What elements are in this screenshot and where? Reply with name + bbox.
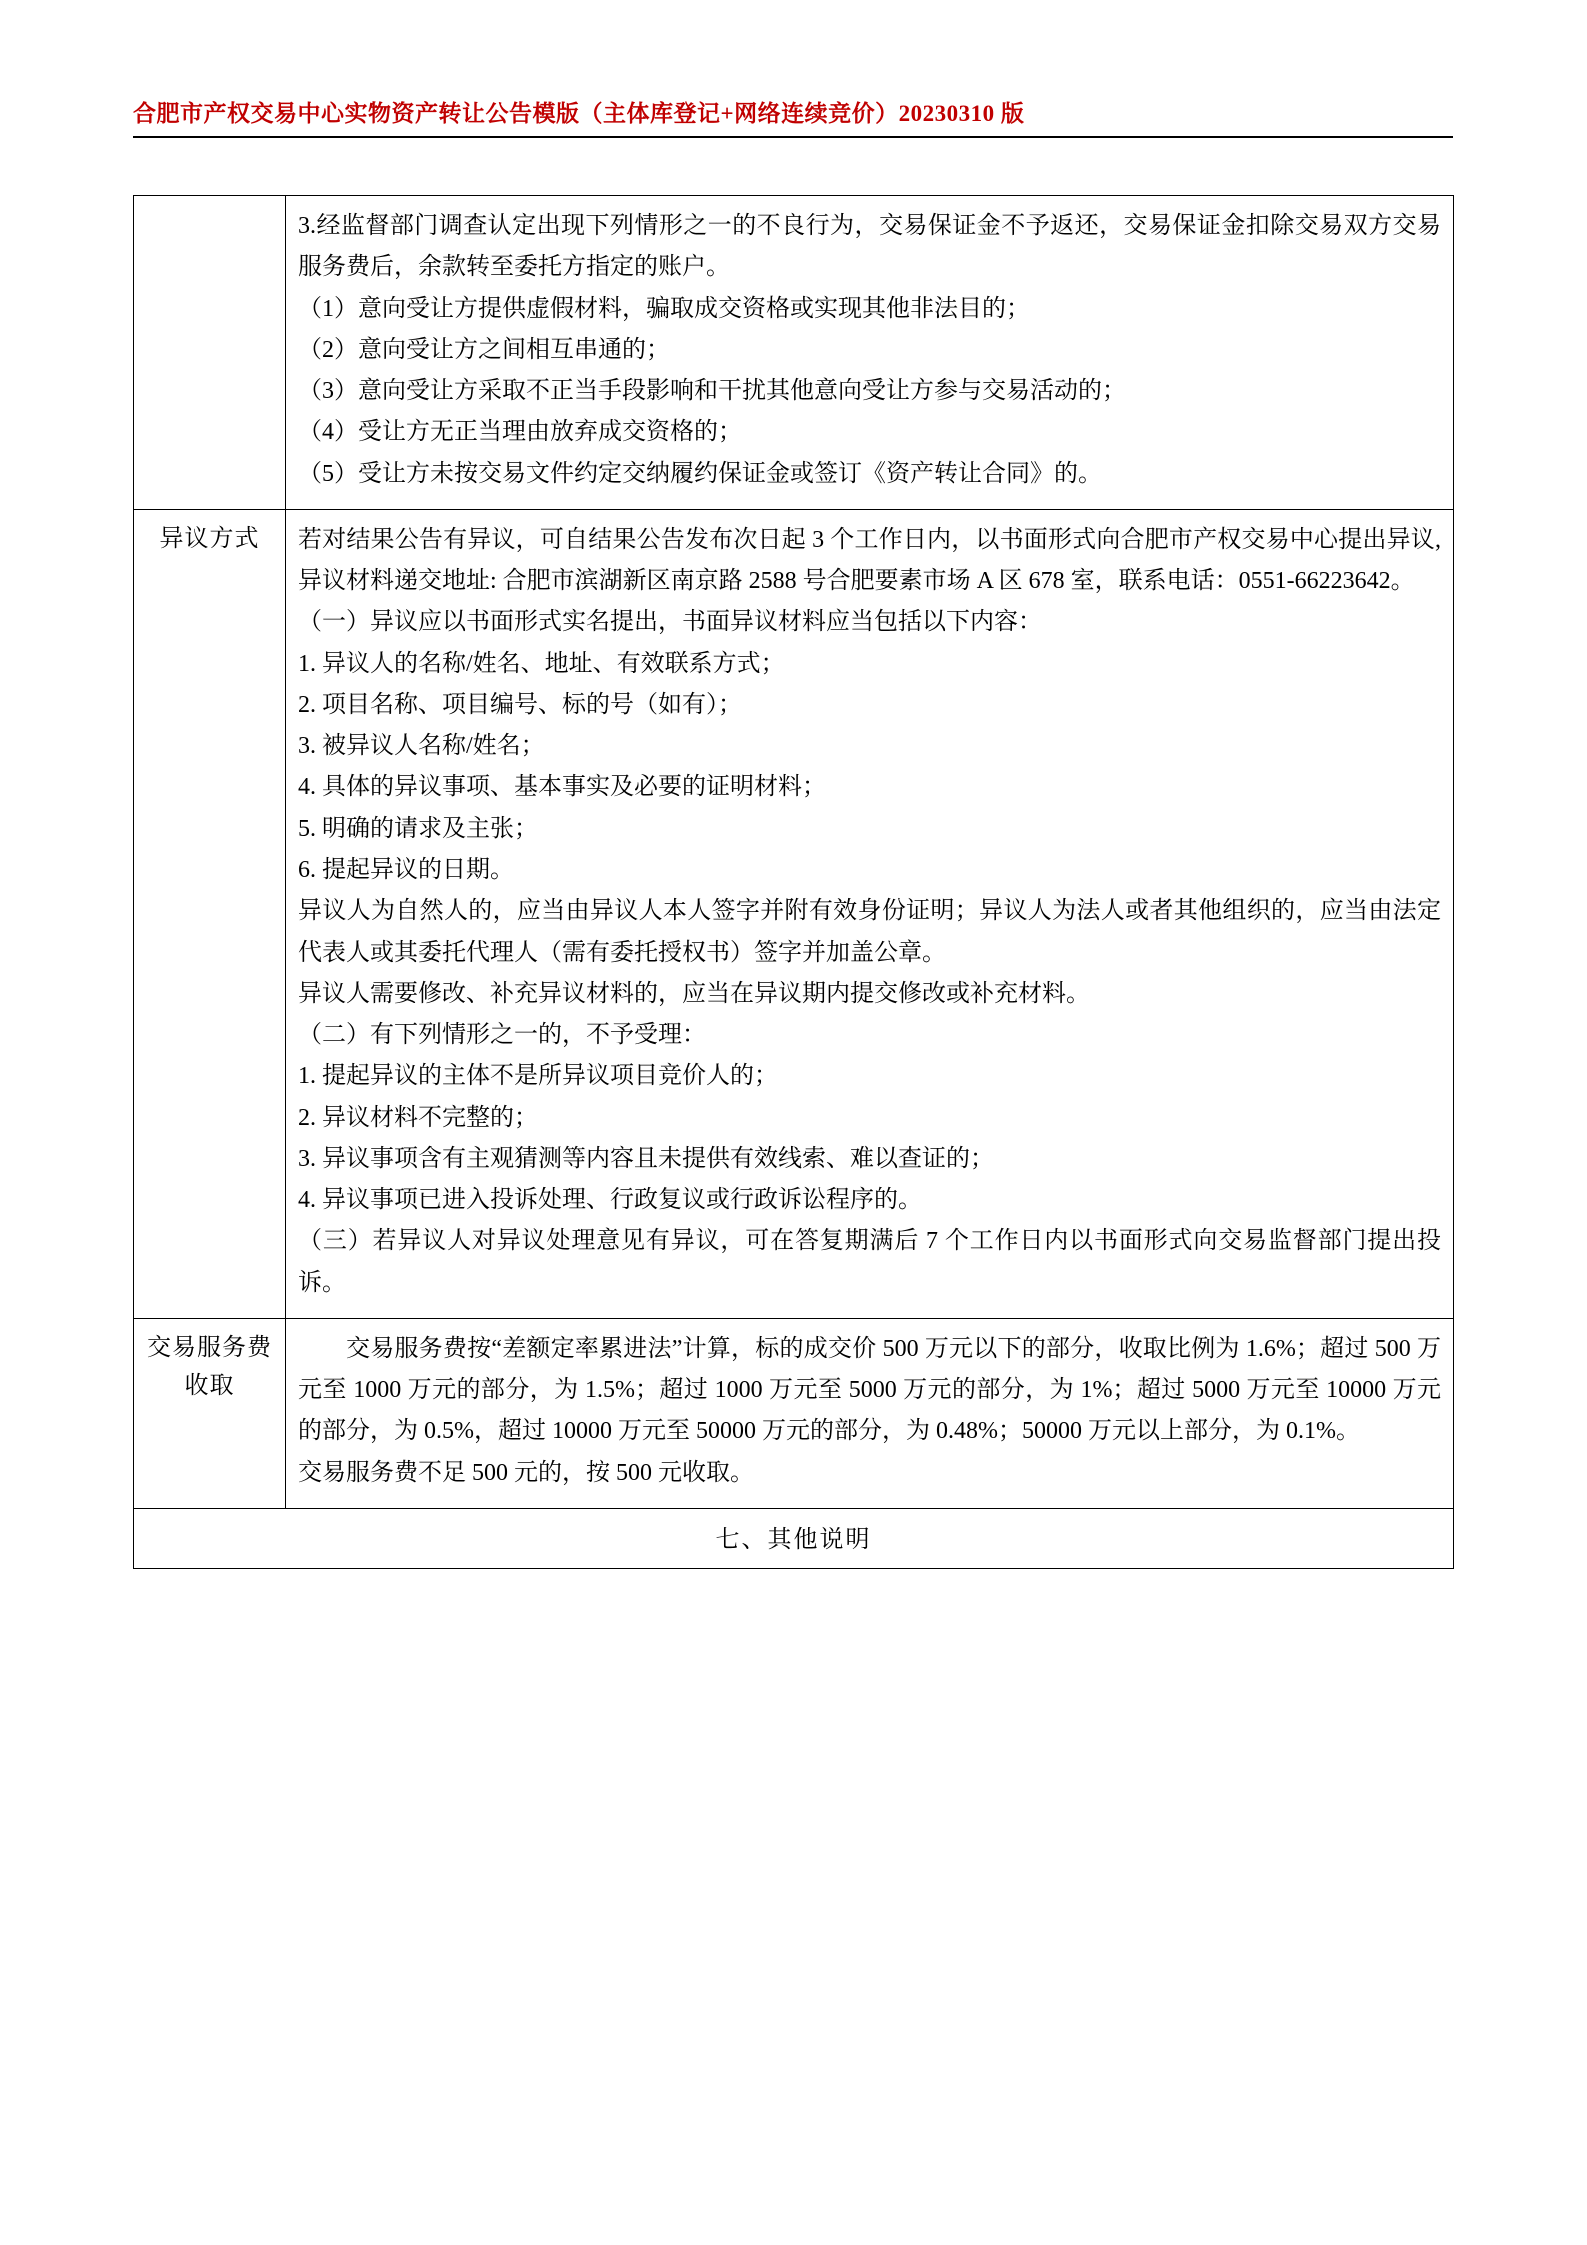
- paragraph: （二）有下列情形之一的，不予受理：: [298, 1022, 706, 1049]
- paragraph: （2）意向受让方之间相互串通的；: [298, 336, 670, 363]
- paragraph: （一）异议应以书面形式实名提出，书面异议材料应当包括以下内容：: [298, 609, 1042, 636]
- row-label-cell: [134, 196, 286, 510]
- header-title: 合肥市产权交易中心实物资产转让公告模版（主体库登记+网络连续竞价）20230310 版: [133, 101, 1025, 126]
- paragraph: 2. 异议材料不完整的；: [298, 1104, 538, 1131]
- paragraph: （5）受让方未按交易文件约定交纳履约保证金或签订《资产转让合同》的。: [298, 460, 1102, 487]
- paragraph: 异议人为自然人的，应当由异议人本人签字并附有效身份证明；异议人为法人或者其他组织的，应当由法定代表人或其委托代理人（需有委托授权书）签字并加盖公章。: [298, 898, 1441, 966]
- paragraph: 3. 被异议人名称/姓名；: [298, 733, 545, 760]
- paragraph: 4. 异议事项已进入投诉处理、行政复议或行政诉讼程序的。: [298, 1187, 922, 1214]
- row-body-cell: [286, 196, 1454, 510]
- paragraph: 交易服务费不足 500 元的，按 500 元收取。: [298, 1459, 754, 1486]
- row-label-cell: 交易服务费收取: [134, 1318, 286, 1508]
- paragraph: 1. 异议人的名称/姓名、地址、有效联系方式；: [298, 650, 785, 677]
- table-row: [134, 196, 1454, 510]
- paragraph: 交易服务费按“差额定率累进法”计算，标的成交价 500 万元以下的部分，收取比例为 1.6%；超过 500 万元至 1000 万元的部分，为 1.5%；超过 1000 万元至 5000 万元的部分，为 1%；超过 5000 万元至 10000 万元的部分，为 0.5%，超过 10000 万元至 50000 万元的部分，为 0.48%；50000 万元以上部分，为 0.1%。: [298, 1335, 1441, 1445]
- paragraph: 2. 项目名称、项目编号、标的号（如有）；: [298, 691, 742, 718]
- table-row-footer: [134, 1508, 1454, 1568]
- paragraph: （3）意向受让方采取不正当手段影响和干扰其他意向受让方参与交易活动的；: [298, 378, 1126, 405]
- paragraph: 6. 提起异议的日期。: [298, 856, 514, 883]
- content-table: [133, 195, 1454, 1569]
- row-body-cell: [286, 1318, 1454, 1508]
- paragraph: （4）受让方无正当理由放弃成交资格的；: [298, 419, 742, 446]
- row-body-cell: [286, 509, 1454, 1318]
- table-row: [134, 1318, 1454, 1508]
- row-label-cell: 异议方式: [134, 509, 286, 1318]
- paragraph: 若对结果公告有异议，可自结果公告发布次日起 3 个工作日内，以书面形式向合肥市产权交易中心提出异议,异议材料递交地址: 合肥市滨湖新区南京路 2588 号合肥要素市场 A 区 678 室，联系电话：0551-66223642。: [298, 526, 1441, 595]
- paragraph: 3. 异议事项含有主观猜测等内容且未提供有效线索、难以查证的；: [298, 1145, 994, 1172]
- section-heading-cell: 七、其他说明: [134, 1508, 1454, 1568]
- paragraph: （1）意向受让方提供虚假材料，骗取成交资格或实现其他非法目的；: [298, 295, 1030, 322]
- paragraph: 5. 明确的请求及主张；: [298, 815, 538, 842]
- paragraph: 3.经监督部门调查认定出现下列情形之一的不良行为，交易保证金不予返还，交易保证金扣除交易双方交易服务费后，余款转至委托方指定的账户。: [298, 213, 1441, 281]
- paragraph: （三）若异议人对异议处理意见有异议，可在答复期满后 7 个工作日内以书面形式向交易监督部门提出投诉。: [298, 1228, 1441, 1296]
- table-row: [134, 509, 1454, 1318]
- paragraph: 4. 具体的异议事项、基本事实及必要的证明材料；: [298, 774, 826, 801]
- document-header: [133, 95, 1453, 138]
- paragraph: 1. 提起异议的主体不是所异议项目竞价人的；: [298, 1063, 778, 1090]
- paragraph: 异议人需要修改、补充异议材料的，应当在异议期内提交修改或补充材料。: [298, 980, 1090, 1007]
- header-divider: [133, 136, 1453, 138]
